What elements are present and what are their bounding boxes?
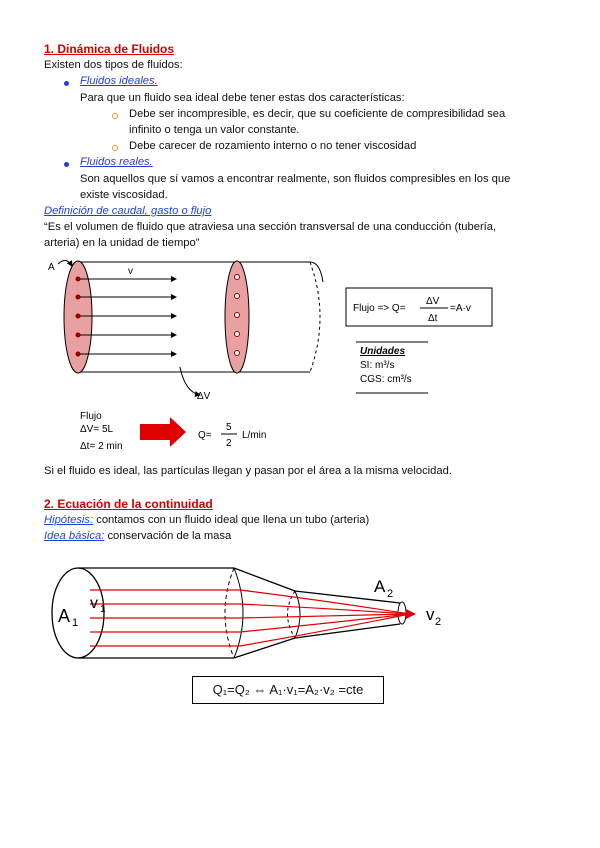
flow-arrow-head-icon	[406, 609, 416, 619]
tube-end-dashed	[310, 262, 320, 372]
units-cgs: CGS: cm³/s	[360, 374, 412, 385]
example-denominator: 2	[226, 438, 232, 449]
label-v2-sub: 2	[435, 616, 442, 628]
ideal-fluids-desc: Para que un fluido sea ideal debe tener estas dos características:	[80, 92, 405, 104]
red-arrow-icon	[140, 417, 186, 447]
label-v2: v	[426, 605, 435, 624]
basic-idea-line	[44, 530, 231, 542]
velocity-label-v: v	[128, 266, 133, 277]
formula-numerator: ΔV	[426, 296, 440, 307]
ideal-fluids-link[interactable]: Fluidos ideales.	[80, 75, 158, 87]
label-A1: A	[58, 606, 71, 626]
bullet-icon	[64, 162, 69, 167]
ideal-fluid-note: Si el fluido es ideal, las partículas llegan y pasan por el área a la misma velocidad.	[44, 465, 452, 477]
units-si: SI: m³/s	[360, 360, 395, 371]
real-fluids-link[interactable]: Fluidos reales.	[80, 156, 153, 168]
ideal-char-2: Debe carecer de rozamiento interno o no tener viscosidad	[129, 140, 417, 152]
bullet-icon	[64, 81, 69, 86]
area-label-A: A	[48, 262, 55, 273]
section2-title: 2. Ecuación de la continuidad	[44, 497, 213, 511]
hypothesis-text: contamos con un fluido ideal que llena un tubo (arteria)	[93, 514, 370, 526]
ideal-char-1: Debe ser incompresible, es decir, que su coeficiente de compresibilidad sea	[129, 108, 506, 120]
label-A2-sub: 2	[387, 588, 394, 600]
units-title: Unidades	[360, 346, 406, 357]
formula-denominator: Δt	[428, 313, 438, 324]
example-unit: L/min	[242, 430, 267, 441]
volume-label-dV: ΔV	[197, 391, 211, 402]
sub-bullet-icon	[112, 145, 118, 151]
example-dv: ΔV= 5L	[80, 424, 114, 435]
caudal-definition-2: arteria) en la unidad de tiempo”	[44, 237, 200, 249]
label-v1: v	[90, 595, 98, 612]
section1-intro: Existen dos tipos de fluidos:	[44, 59, 183, 71]
caudal-definition-1: “Es el volumen de fluido que atraviesa una sección transversal de una conducción (tubería,	[44, 221, 497, 233]
ideal-char-1-cont: infinito o tenga un valor constante.	[129, 124, 300, 136]
real-fluids-desc-cont: existe viscosidad.	[80, 189, 168, 201]
label-A1-sub: 1	[72, 617, 79, 629]
label-v1-sub: 1	[100, 604, 106, 615]
hypothesis-line	[44, 514, 369, 526]
example-q: Q=	[198, 430, 212, 441]
basic-idea-link[interactable]: Idea básica:	[44, 530, 105, 542]
flow-tube-diagram	[40, 252, 560, 462]
example-dt: Δt= 2 min	[80, 441, 123, 452]
formula-right: =A·v	[450, 303, 471, 314]
section1-title: 1. Dinámica de Fluidos	[44, 42, 175, 56]
basic-idea-text: conservación de la masa	[104, 530, 232, 542]
real-fluids-desc: Son aquellos que sí vamos a encontrar realmente, son fluidos compresibles en los que	[80, 173, 511, 185]
velocity-arrows	[80, 279, 176, 354]
example-title: Flujo	[80, 411, 102, 422]
hypothesis-link[interactable]: Hipótesis:	[44, 514, 94, 526]
sub-bullet-icon	[112, 113, 118, 119]
caudal-definition-link[interactable]: Definición de caudal, gasto o flujo	[44, 205, 212, 217]
continuity-equation-box: Q₁=Q₂ ⇔ A₁·v₁=A₂·v₂ =cte	[192, 676, 384, 704]
example-numerator: 5	[226, 422, 232, 433]
formula-left: Flujo => Q=	[353, 303, 406, 314]
label-A2: A	[374, 577, 386, 596]
tube-end-top	[310, 262, 323, 282]
